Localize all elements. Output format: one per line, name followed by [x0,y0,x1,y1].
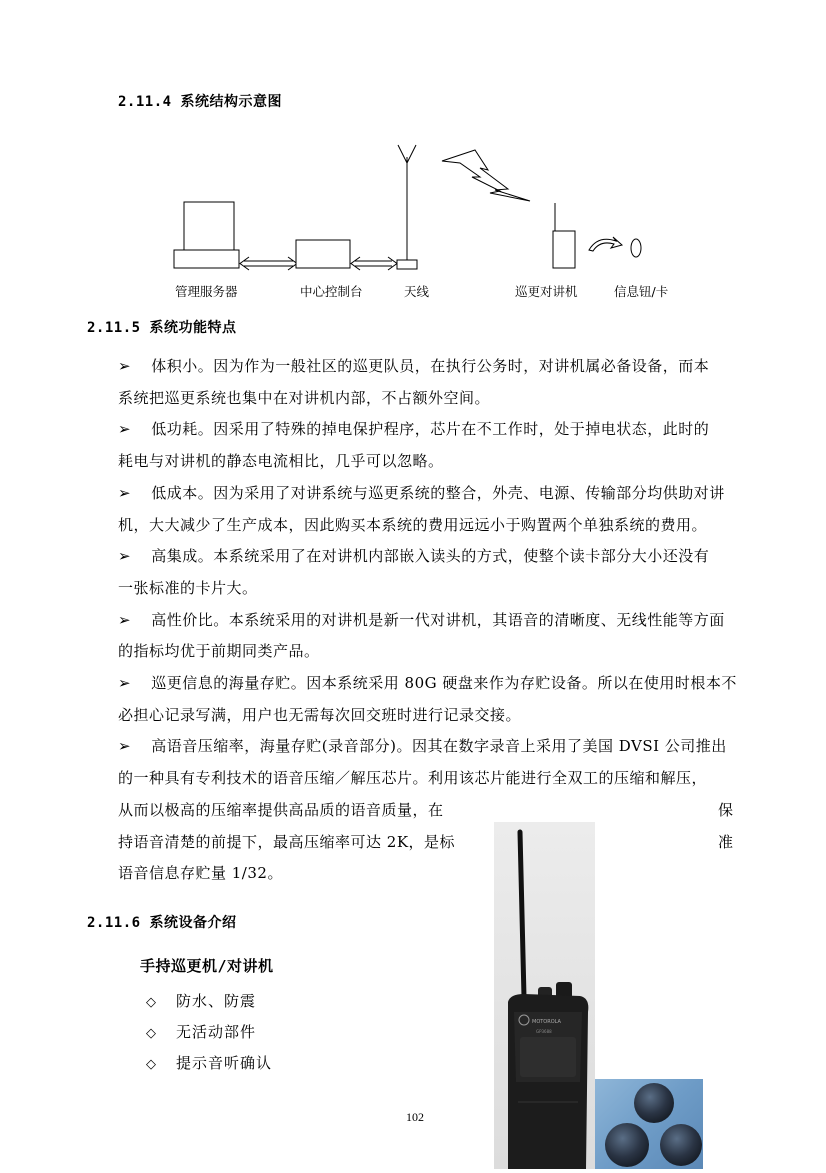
feature-line: 系统把巡更系统也集中在对讲机内部，不占额外空间。 [118,388,491,407]
label-tag: 信息钮/卡 [614,284,669,299]
section-heading-2114: 2.11.4 系统结构示意图 [118,94,283,110]
arrow-bullet-icon: ➢ [118,547,132,566]
diamond-bullet-icon: ◇ [146,1026,157,1041]
controller-antenna-link [351,257,397,270]
device-title: 手持巡更机/对讲机 [140,957,274,975]
device-item: ◇ 无活动部件 [146,1023,257,1041]
feature-line: 语音信息存贮量 1/32。 [118,864,283,883]
device-item: ◇ 防水、防震 [146,992,257,1010]
feature-line: 从而以极高的压缩率提供高品质的语音质量，在 保 [118,800,734,819]
label-controller: 中心控制台 [300,284,363,299]
arrow-bullet-icon: ➢ [118,610,132,629]
feature-line: ➢ 巡更信息的海量存贮。因本系统采用 80G 硬盘来作为存贮设备。所以在使用时根本不 [118,668,758,700]
feature-line: ➢ 高语音压缩率，海量存贮(录音部分)。因其在数字录音上采用了美国 DVSI 公司推出 [118,731,758,763]
page-number: 102 [406,1110,424,1124]
feature-line: 的一种具有专利技术的语音压缩／解压芯片。利用该芯片能进行全双工的压缩和解压， [118,769,708,788]
server-monitor-shape [184,202,234,250]
feature-line: 机，大大减少了生产成本，因此购买本系统的费用远远小于购置两个单独系统的费用。 [118,515,708,534]
arrow-bullet-icon: ➢ [118,737,132,756]
features-text [118,351,758,890]
arrow-bullet-icon: ➢ [118,420,132,439]
radio-brand-text: MOTOROLA [532,1019,561,1025]
system-structure-diagram [150,135,710,305]
diamond-bullet-icon: ◇ [146,1057,157,1072]
info-tag-photo [595,1079,703,1169]
arrow-bullet-icon: ➢ [118,483,132,502]
arrow-bullet-icon: ➢ [118,357,132,375]
section-heading-2115: 2.11.5 系统功能特点 [87,320,237,336]
feature-line: ➢ 体积小。因为作为一般社区的巡更队员，在执行公务时，对讲机属必备设备，而本 [118,351,758,383]
server-controller-link [240,257,297,270]
feature-line: 一张标准的卡片大。 [118,578,258,597]
label-server: 管理服务器 [175,284,238,299]
feature-line: ➢ 高性价比。本系统采用的对讲机是新一代对讲机，其语音的清晰度、无线性能等方面 [118,605,758,637]
antenna-base-shape [397,260,417,269]
feature-line: 的指标均优于前期同类产品。 [118,642,320,661]
radio-model-text: GP3688 [536,1029,552,1034]
server-base-shape [174,250,239,268]
feature-line: 必担心记录写满，用户也无需每次回交班时进行记录交接。 [118,705,522,724]
feature-line: ➢ 低成本。因为采用了对讲系统与巡更系统的整合，外壳、电源、传输部分均供助对讲 [118,478,758,510]
arrow-bullet-icon: ➢ [118,674,132,693]
diamond-bullet-icon: ◇ [146,995,157,1010]
radio-shape [553,231,575,268]
label-radio: 巡更对讲机 [515,284,578,299]
walkie-talkie-photo [494,822,595,1169]
section-heading-2116: 2.11.6 系统设备介绍 [87,915,237,931]
curved-arrow-icon [589,237,622,251]
label-antenna: 天线 [404,284,430,299]
feature-line: 持语音清楚的前提下，最高压缩率可达 2K，是标 准 [118,832,734,851]
device-item: ◇ 提示音听确认 [146,1054,273,1072]
controller-box-shape [296,240,350,268]
lightning-icon [442,150,530,201]
tag-icon [631,239,641,257]
feature-line: ➢ 低功耗。因采用了特殊的掉电保护程序，芯片在不工作时，处于掉电状态，此时的 [118,414,758,446]
feature-line: 耗电与对讲机的静态电流相比，几乎可以忽略。 [118,452,444,471]
feature-line: ➢ 高集成。本系统采用了在对讲机内部嵌入读头的方式，使整个读卡部分大小还没有 [118,541,758,573]
